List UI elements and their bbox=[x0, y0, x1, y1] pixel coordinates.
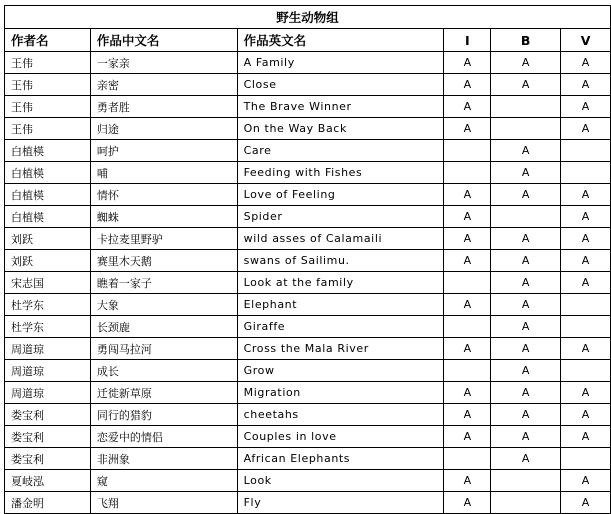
cell-i: A bbox=[444, 74, 491, 96]
cell-english-title: The Brave Winner bbox=[237, 96, 444, 118]
cell-b: A bbox=[491, 162, 561, 184]
cell-english-title: Care bbox=[237, 140, 444, 162]
cell-i bbox=[444, 162, 491, 184]
table-row bbox=[5, 184, 611, 206]
table-row bbox=[5, 426, 611, 448]
cell-b: A bbox=[491, 74, 561, 96]
cell-chinese-title: 成长 bbox=[90, 360, 237, 382]
cell-i: A bbox=[444, 338, 491, 360]
cell-i bbox=[444, 140, 491, 162]
cell-v: A bbox=[561, 206, 611, 228]
cell-english-title: A Family bbox=[237, 52, 444, 74]
cell-i bbox=[444, 360, 491, 382]
cell-i: A bbox=[444, 96, 491, 118]
cell-v: A bbox=[561, 228, 611, 250]
cell-author: 王伟 bbox=[5, 74, 91, 96]
cell-i: A bbox=[444, 228, 491, 250]
cell-v: A bbox=[561, 96, 611, 118]
cell-i: A bbox=[444, 206, 491, 228]
cell-chinese-title: 呵护 bbox=[90, 140, 237, 162]
cell-b: A bbox=[491, 52, 561, 74]
cell-i: A bbox=[444, 294, 491, 316]
cell-i bbox=[444, 448, 491, 470]
cell-chinese-title: 长颈鹿 bbox=[90, 316, 237, 338]
cell-b bbox=[491, 470, 561, 492]
cell-english-title: cheetahs bbox=[237, 404, 444, 426]
cell-v bbox=[561, 294, 611, 316]
cell-v bbox=[561, 448, 611, 470]
cell-i: A bbox=[444, 426, 491, 448]
table-row bbox=[5, 492, 611, 514]
table-row bbox=[5, 74, 611, 96]
cell-i bbox=[444, 272, 491, 294]
cell-i: A bbox=[444, 184, 491, 206]
header-row bbox=[5, 29, 611, 52]
cell-author: 白植楧 bbox=[5, 184, 91, 206]
cell-chinese-title: 迁徙新草原 bbox=[90, 382, 237, 404]
cell-chinese-title: 情怀 bbox=[90, 184, 237, 206]
cell-author: 白植楧 bbox=[5, 140, 91, 162]
cell-author: 周道琼 bbox=[5, 360, 91, 382]
cell-chinese-title: 勇者胜 bbox=[90, 96, 237, 118]
cell-chinese-title: 蜘蛛 bbox=[90, 206, 237, 228]
cell-b: A bbox=[491, 184, 561, 206]
header-chinese-title: 作品中文名 bbox=[90, 29, 237, 52]
cell-i: A bbox=[444, 404, 491, 426]
cell-english-title: Spider bbox=[237, 206, 444, 228]
cell-b bbox=[491, 118, 561, 140]
header-i: I bbox=[444, 29, 491, 52]
cell-v: A bbox=[561, 184, 611, 206]
table-row bbox=[5, 140, 611, 162]
cell-b: A bbox=[491, 228, 561, 250]
table-row bbox=[5, 250, 611, 272]
cell-i: A bbox=[444, 250, 491, 272]
cell-i bbox=[444, 316, 491, 338]
cell-author: 潘金明 bbox=[5, 492, 91, 514]
cell-english-title: swans of Sailimu. bbox=[237, 250, 444, 272]
cell-author: 刘跃 bbox=[5, 250, 91, 272]
cell-author: 白植楧 bbox=[5, 162, 91, 184]
cell-chinese-title: 大象 bbox=[90, 294, 237, 316]
cell-english-title: Look at the family bbox=[237, 272, 444, 294]
cell-chinese-title: 窥 bbox=[90, 470, 237, 492]
cell-v: A bbox=[561, 52, 611, 74]
table-row bbox=[5, 316, 611, 338]
table-row bbox=[5, 52, 611, 74]
table-row bbox=[5, 118, 611, 140]
cell-b: A bbox=[491, 360, 561, 382]
cell-b: A bbox=[491, 338, 561, 360]
cell-v: A bbox=[561, 338, 611, 360]
cell-chinese-title: 赛里木天鹅 bbox=[90, 250, 237, 272]
table-row bbox=[5, 294, 611, 316]
cell-v: A bbox=[561, 382, 611, 404]
cell-author: 娄宝利 bbox=[5, 448, 91, 470]
cell-v: A bbox=[561, 250, 611, 272]
cell-b bbox=[491, 206, 561, 228]
cell-b bbox=[491, 492, 561, 514]
header-b: B bbox=[491, 29, 561, 52]
cell-b: A bbox=[491, 316, 561, 338]
cell-chinese-title: 一家亲 bbox=[90, 52, 237, 74]
cell-chinese-title: 同行的猎豹 bbox=[90, 404, 237, 426]
cell-i: A bbox=[444, 52, 491, 74]
cell-v: A bbox=[561, 426, 611, 448]
cell-b: A bbox=[491, 448, 561, 470]
cell-chinese-title: 飞翔 bbox=[90, 492, 237, 514]
cell-author: 娄宝利 bbox=[5, 426, 91, 448]
cell-v: A bbox=[561, 492, 611, 514]
cell-english-title: Fly bbox=[237, 492, 444, 514]
cell-english-title: Migration bbox=[237, 382, 444, 404]
cell-chinese-title: 哺 bbox=[90, 162, 237, 184]
cell-author: 白植楧 bbox=[5, 206, 91, 228]
cell-english-title: Close bbox=[237, 74, 444, 96]
table-row bbox=[5, 404, 611, 426]
cell-v bbox=[561, 360, 611, 382]
table-body bbox=[5, 52, 611, 514]
cell-b: A bbox=[491, 140, 561, 162]
cell-english-title: Love of Feeling bbox=[237, 184, 444, 206]
cell-author: 娄宝利 bbox=[5, 404, 91, 426]
cell-author: 王伟 bbox=[5, 52, 91, 74]
cell-author: 周道琼 bbox=[5, 382, 91, 404]
cell-english-title: Grow bbox=[237, 360, 444, 382]
table-row bbox=[5, 382, 611, 404]
cell-v: A bbox=[561, 74, 611, 96]
table-row bbox=[5, 360, 611, 382]
cell-b bbox=[491, 96, 561, 118]
table-row bbox=[5, 470, 611, 492]
cell-chinese-title: 瞧着一家子 bbox=[90, 272, 237, 294]
cell-v: A bbox=[561, 272, 611, 294]
cell-english-title: Cross the Mala River bbox=[237, 338, 444, 360]
header-author: 作者名 bbox=[5, 29, 91, 52]
cell-author: 周道琼 bbox=[5, 338, 91, 360]
cell-v bbox=[561, 162, 611, 184]
cell-author: 王伟 bbox=[5, 118, 91, 140]
cell-v: A bbox=[561, 404, 611, 426]
table-row bbox=[5, 338, 611, 360]
cell-chinese-title: 卡拉麦里野驴 bbox=[90, 228, 237, 250]
wildlife-awards-table bbox=[4, 5, 611, 514]
cell-author: 杜学东 bbox=[5, 294, 91, 316]
cell-v: A bbox=[561, 470, 611, 492]
cell-v bbox=[561, 316, 611, 338]
header-english-title: 作品英文名 bbox=[237, 29, 444, 52]
table-row bbox=[5, 206, 611, 228]
table-title: 野生动物组 bbox=[5, 6, 611, 29]
cell-english-title: On the Way Back bbox=[237, 118, 444, 140]
cell-english-title: Feeding with Fishes bbox=[237, 162, 444, 184]
cell-chinese-title: 归途 bbox=[90, 118, 237, 140]
table-row bbox=[5, 272, 611, 294]
cell-b: A bbox=[491, 382, 561, 404]
cell-v bbox=[561, 140, 611, 162]
cell-i: A bbox=[444, 492, 491, 514]
cell-chinese-title: 非洲象 bbox=[90, 448, 237, 470]
cell-v: A bbox=[561, 118, 611, 140]
cell-author: 夏岐泓 bbox=[5, 470, 91, 492]
cell-chinese-title: 亲密 bbox=[90, 74, 237, 96]
cell-author: 杜学东 bbox=[5, 316, 91, 338]
cell-author: 宋志国 bbox=[5, 272, 91, 294]
cell-b: A bbox=[491, 426, 561, 448]
cell-english-title: Couples in love bbox=[237, 426, 444, 448]
cell-i: A bbox=[444, 118, 491, 140]
header-v: V bbox=[561, 29, 611, 52]
cell-author: 刘跃 bbox=[5, 228, 91, 250]
cell-i: A bbox=[444, 382, 491, 404]
cell-english-title: Look bbox=[237, 470, 444, 492]
cell-b: A bbox=[491, 404, 561, 426]
cell-b: A bbox=[491, 250, 561, 272]
table-row bbox=[5, 96, 611, 118]
cell-english-title: Elephant bbox=[237, 294, 444, 316]
table-row bbox=[5, 228, 611, 250]
cell-english-title: wild asses of Calamaili bbox=[237, 228, 444, 250]
cell-english-title: Giraffe bbox=[237, 316, 444, 338]
cell-author: 王伟 bbox=[5, 96, 91, 118]
cell-b: A bbox=[491, 272, 561, 294]
cell-chinese-title: 勇闯马拉河 bbox=[90, 338, 237, 360]
table-row bbox=[5, 448, 611, 470]
cell-b: A bbox=[491, 294, 561, 316]
cell-english-title: African Elephants bbox=[237, 448, 444, 470]
cell-i: A bbox=[444, 470, 491, 492]
cell-chinese-title: 恋爱中的情侣 bbox=[90, 426, 237, 448]
table-row bbox=[5, 162, 611, 184]
